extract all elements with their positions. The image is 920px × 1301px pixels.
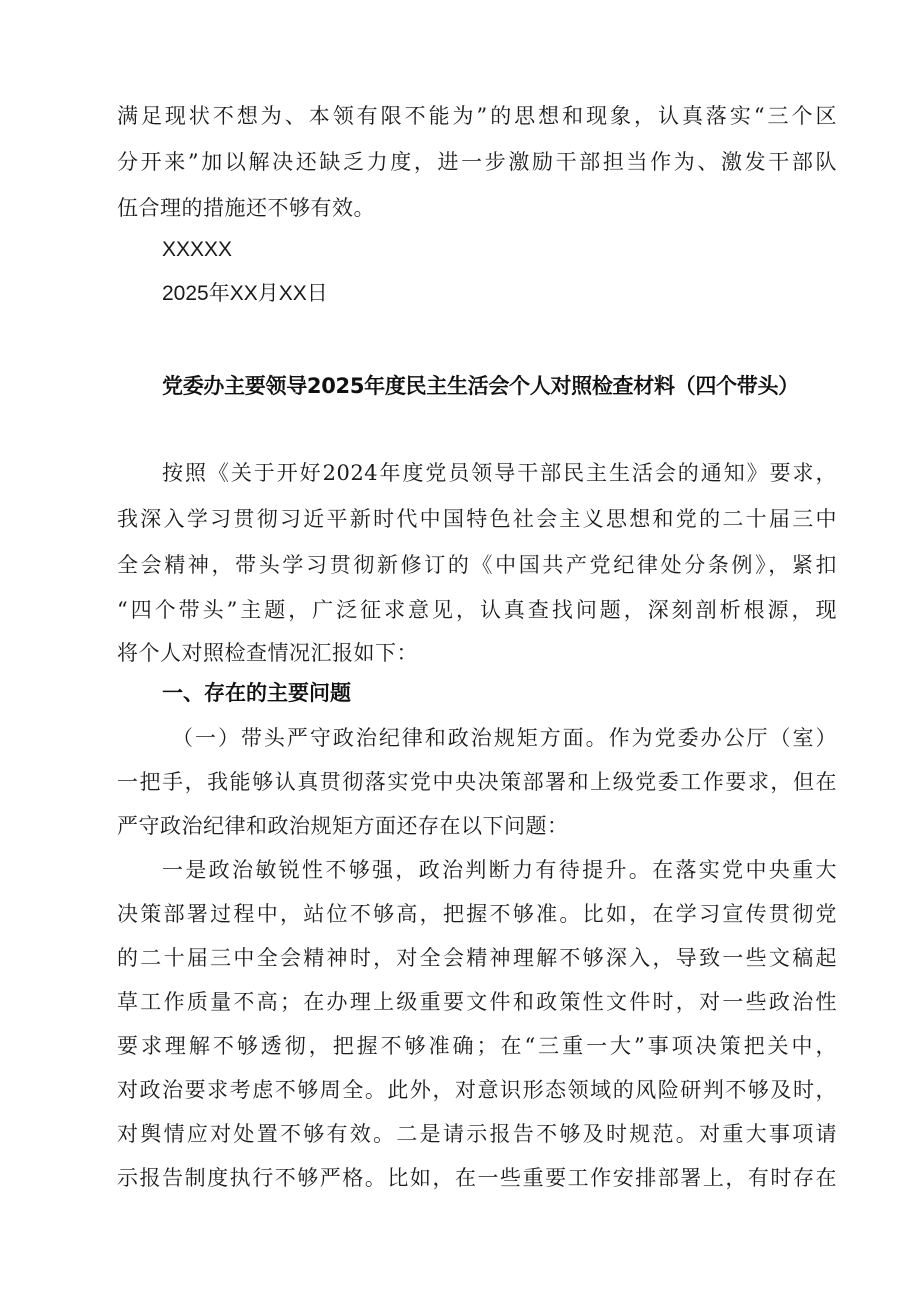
paragraph-line: （一）带头严守政治纪律和政治规矩方面。作为党委办公厅（室） (172, 726, 837, 750)
document-title: 党委办主要领导2025年度民主生活会个人对照检查材料（四个带头） (162, 374, 799, 398)
paragraph-line: 我深入学习贯彻习近平新时代中国特色社会主义思想和党的二十届三中 (117, 507, 837, 531)
paragraph-line: 按照《关于开好2024年度党员领导干部民主生活会的通知》要求， (162, 461, 837, 485)
signature-name: XXXXX (162, 238, 233, 261)
section-heading: 一、存在的主要问题 (162, 681, 351, 705)
paragraph-line: 草工作质量不高；在办理上级重要文件和政策性文件时，对一些政治性 (117, 990, 837, 1014)
signature-date: 2025年XX月XX日 (162, 282, 328, 305)
paragraph-line: 对政治要求考虑不够周全。此外，对意识形态领域的风险研判不够及时， (117, 1078, 837, 1102)
paragraph-line: 决策部署过程中，站位不够高，把握不够准。比如，在学习宣传贯彻党 (117, 902, 837, 926)
paragraph-line: 将个人对照检查情况汇报如下： (117, 641, 418, 665)
paragraph-line: 全会精神，带头学习贯彻新修订的《中国共产党纪律处分条例》，紧扣 (117, 553, 837, 577)
paragraph-line: 严守政治纪律和政治规矩方面还存在以下问题： (117, 814, 569, 838)
paragraph-line: 对舆情应对处置不够有效。二是请示报告不够及时规范。对重大事项请 (117, 1122, 837, 1146)
paragraph-line: 的二十届三中全会精神时，对全会精神理解不够深入，导致一些文稿起 (117, 946, 837, 970)
paragraph-line: 一是政治敏锐性不够强，政治判断力有待提升。在落实党中央重大 (162, 858, 837, 882)
paragraph-line: 伍合理的措施还不够有效。 (117, 196, 375, 220)
paragraph-line: 要求理解不够透彻，把握不够准确；在“三重一大”事项决策把关中， (117, 1034, 837, 1058)
paragraph-line: 示报告制度执行不够严格。比如，在一些重要工作安排部署上，有时存在 (117, 1166, 837, 1190)
paragraph-line: 分开来”加以解决还缺乏力度，进一步激励干部担当作为、激发干部队 (117, 150, 837, 174)
paragraph-line: 满足现状不想为、本领有限不能为”的思想和现象，认真落实“三个区 (117, 104, 837, 128)
paragraph-line: “四个带头”主题，广泛征求意见，认真查找问题，深刻剖析根源，现 (117, 598, 837, 622)
paragraph-line: 一把手，我能够认真贯彻落实党中央决策部署和上级党委工作要求，但在 (117, 770, 837, 794)
